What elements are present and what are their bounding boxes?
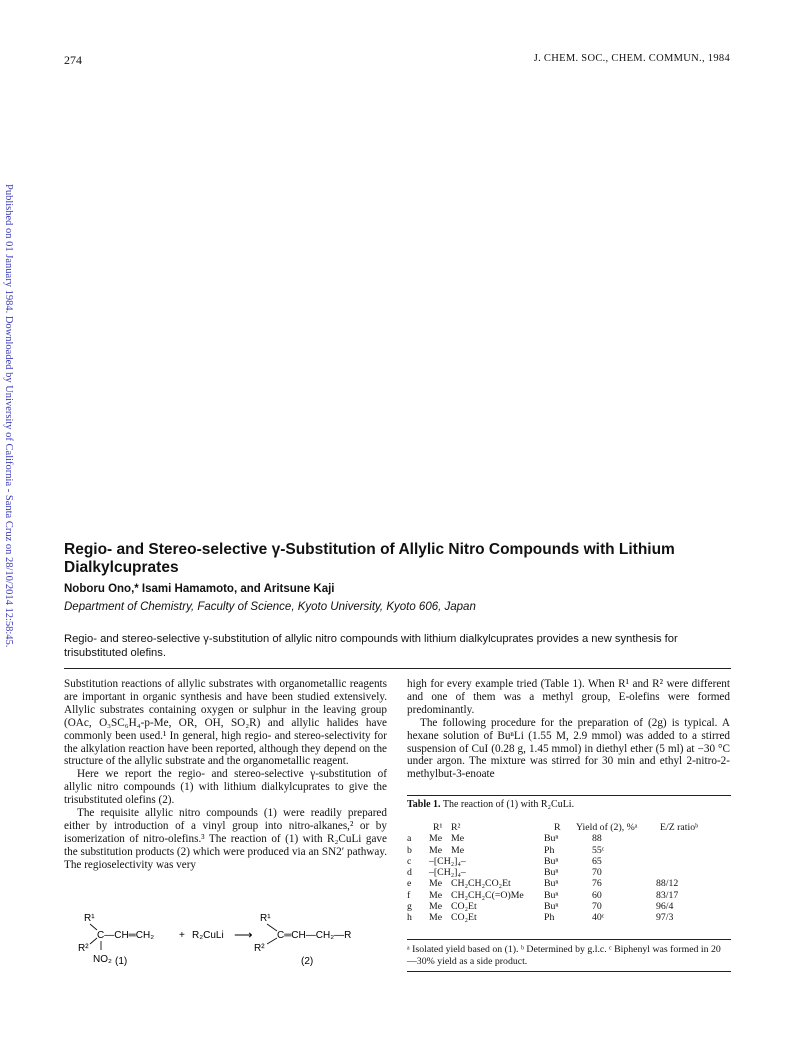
table-caption-text: The reaction of (1) with R₂CuLi.: [442, 799, 575, 810]
table-cell: Buⁿ: [544, 878, 559, 890]
table-cell: g: [407, 901, 412, 913]
scheme-label-2: (2): [301, 956, 314, 967]
footnote-rule: [407, 971, 731, 972]
table-cell: CO₂Et: [451, 901, 477, 913]
table-cell: 70: [592, 867, 602, 879]
table-header-cell: [407, 822, 429, 833]
table-row: [407, 912, 716, 923]
table-cell: –[CH₂]₄–: [429, 855, 466, 867]
body-column-left: [64, 678, 387, 872]
body-paragraph: high for every example tried (Table 1). When R¹ and R² were different and one of them was a methyl group, E-olefins were formed predominantly.: [407, 678, 730, 716]
table-cell: CH₂CH₂C(=O)Me: [451, 889, 524, 901]
scheme-chain-right: C═CH—CH₂—R: [277, 930, 352, 941]
table-cell: Me: [429, 833, 443, 845]
table-cell: 76: [592, 878, 602, 890]
table-cell: Me: [451, 833, 465, 845]
scheme-r2-right: R²: [254, 943, 265, 954]
article-abstract: Regio- and stereo-selective γ-substitution of allylic nitro compounds with lithium dialkylcuprates provides a new synthesis for trisubstituted olefins.: [64, 633, 678, 659]
table-cell: 96/4: [656, 901, 674, 913]
table-cell: Me: [429, 878, 443, 890]
table-row: [407, 878, 716, 889]
table-cell: Me: [429, 844, 443, 856]
table-cell: 55ᶜ: [592, 844, 605, 856]
scheme-r2-left: R²: [78, 943, 89, 954]
body-paragraph: Here we report the regio- and stereo-selective γ-substitution of allylic nitro compounds (1) with lithium dialkylcuprates to give the trisubstituted olefins (2).: [64, 768, 387, 807]
table-cell: 70: [592, 901, 602, 913]
table-cell: e: [407, 878, 412, 890]
table-header-cell: R²: [451, 822, 461, 833]
table-cell: f: [407, 889, 411, 901]
table-header-row: [407, 822, 716, 833]
table-cell: Buⁿ: [544, 901, 559, 913]
table-header-cell: Yield of (2), %ᵃ: [576, 822, 638, 833]
table-cell: [656, 845, 716, 856]
table-cell: Buⁿ: [544, 889, 559, 901]
table-cell: [656, 833, 716, 844]
table-row: [407, 856, 716, 867]
table-row: [407, 901, 716, 912]
scheme-r1-left: R¹: [84, 913, 95, 924]
table-footnote: ᵃ Isolated yield based on (1). ᵇ Determined by g.l.c. ᶜ Biphenyl was formed in 20—30% yield as a side product.: [407, 944, 721, 967]
table-cell: CO₂Et: [451, 912, 477, 924]
table-row: [407, 867, 716, 878]
table-cell: 40ᶜ: [592, 912, 605, 924]
table-cell: [656, 856, 716, 867]
table-row: [407, 890, 716, 901]
table-header-cell: E/Z ratioᵇ: [660, 822, 699, 833]
scheme-chain-left: C—CH═CH₂: [97, 930, 155, 941]
table-cell: Me: [429, 912, 443, 924]
table-caption: [407, 799, 574, 810]
table-cell: Ph: [544, 912, 555, 924]
table-cell: 65: [592, 855, 602, 867]
table-cell: h: [407, 912, 412, 924]
body-paragraph: Substitution reactions of allylic substrates with organometallic reagents are important in organic synthesis and have been studied extensively. Allylic substrates containing oxygen or sulphur in the leaving group (OAc, O₃SC₆H₄-p-Me, OR, OH, SO₂R) and allylic halides have commonly been used.¹ In general, high regio- and stereo-selectivity for the alkylation reaction have been reported, although they depend on the structure of the allylic substrate and the organometallic reagent.: [64, 678, 387, 768]
article-authors: Noboru Ono,* Isami Hamamoto, and Aritsune Kaji: [64, 583, 335, 595]
table-cell: 97/3: [656, 912, 674, 924]
table-cell: c: [407, 855, 412, 867]
table-cell: Me: [429, 889, 443, 901]
scheme-plus: +: [179, 930, 185, 941]
body-column-right: [407, 678, 730, 781]
table-cell: –[CH₂]₄–: [429, 867, 466, 879]
article-affiliation: Department of Chemistry, Faculty of Science, Kyoto University, Kyoto 606, Japan: [64, 601, 476, 613]
page-number: 274: [64, 53, 82, 67]
table-cell: [656, 867, 716, 878]
table-cell: Ph: [544, 844, 555, 856]
scheme-reagent: R₂CuLi: [192, 930, 224, 941]
table-header-cell: R: [554, 822, 561, 833]
scheme-nitro-group: NO₂: [93, 954, 112, 965]
table-bottom-rule: [407, 939, 731, 940]
table-cell: Buⁿ: [544, 855, 559, 867]
table-cell: 83/17: [656, 889, 679, 901]
table-cell: 88: [592, 833, 602, 845]
scheme-arrow: ⟶: [234, 927, 253, 942]
body-paragraph: The following procedure for the preparation of (2g) is typical. A hexane solution of BuⁿLi (1.55 M, 2.9 mmol) was added to a stirred suspension of CuI (0.28 g, 1.45 mmol) in diethyl ether (5 ml) at −30 °C under argon. The mixture was stirred for 30 min and ethyl 2-nitro-2-methylbut-3-enoate: [407, 716, 730, 781]
table-cell: 88/12: [656, 878, 679, 890]
table-cell: a: [407, 833, 412, 845]
table-row: [407, 845, 716, 856]
table-cell: Me: [451, 844, 465, 856]
table-cell: Buⁿ: [544, 833, 559, 845]
table-top-rule: [407, 795, 731, 796]
table-cell: d: [407, 867, 412, 879]
table-cell: b: [407, 844, 412, 856]
scheme-label-1: (1): [115, 956, 128, 967]
watermark-text: Published on 01 January 1984. Downloaded by University of California - Santa Cruz on 28/10/2014 12:58:45.: [3, 184, 14, 648]
results-table: [407, 822, 716, 924]
table-cell: Me: [429, 901, 443, 913]
reaction-scheme: [64, 910, 394, 974]
body-paragraph: The requisite allylic nitro compounds (1) were readily prepared either by introduction of a vinyl group into nitro-alkanes,² or by isomerization of nitro-olefins.³ The reaction of (1) with R₂CuLi gave the substitution products (2) which were produced via an SN2′ pathway. The regioselectivity was very: [64, 807, 387, 871]
download-watermark: [0, 0, 18, 1060]
journal-header: J. CHEM. SOC., CHEM. COMMUN., 1984: [533, 53, 730, 64]
table-cell: 60: [592, 889, 602, 901]
table-caption-label: Table 1.: [407, 799, 441, 810]
table-cell: Buⁿ: [544, 867, 559, 879]
abstract-divider: [64, 668, 731, 669]
table-cell: CH₂CH₂CO₂Et: [451, 878, 511, 890]
scheme-r1-right: R¹: [260, 913, 271, 924]
article-title: Regio- and Stereo-selective γ-Substitution of Allylic Nitro Compounds with Lithium Dialkylcuprates: [64, 541, 675, 576]
table-row: [407, 833, 716, 844]
table-header-cell: R¹: [433, 822, 443, 833]
